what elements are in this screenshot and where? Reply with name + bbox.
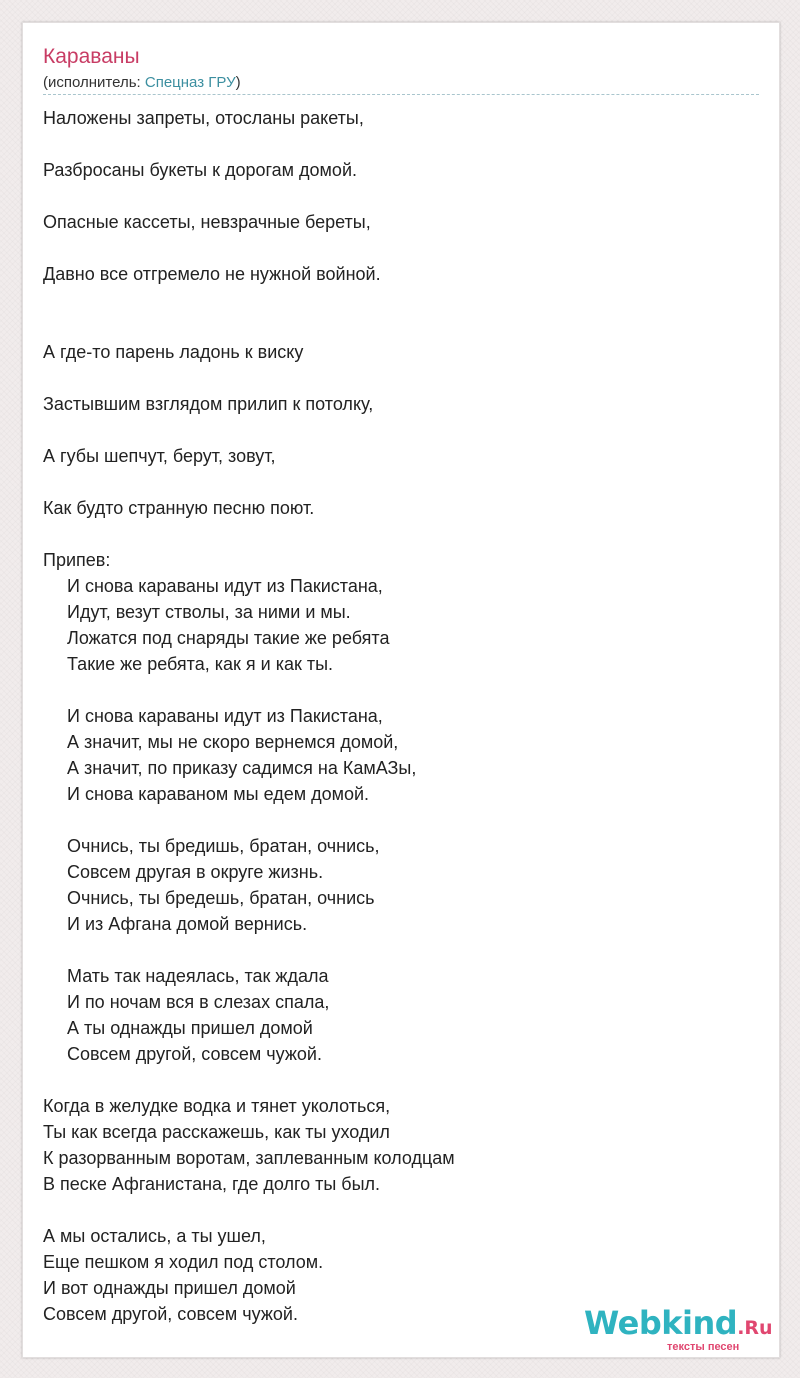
lyric-line: Опасные кассеты, невзрачные береты,	[43, 212, 371, 232]
lyric-line: Припев:	[43, 550, 111, 570]
lyric-blank-line	[43, 677, 759, 703]
lyric-line: А значит, мы не скоро вернемся домой,	[67, 732, 399, 752]
song-title: Караваны	[43, 45, 140, 68]
lyric-line: Наложены запреты, отосланы ракеты,	[43, 108, 364, 128]
lyric-line: Застывшим взглядом прилип к потолку,	[43, 394, 374, 414]
logo-wordmark: Webkind	[584, 1304, 738, 1342]
lyric-line: Давно все отгремело не нужной войной.	[43, 264, 381, 284]
lyric-line: И снова караваны идут из Пакистана,	[67, 576, 383, 596]
lyric-line: Такие же ребята, как я и как ты.	[67, 654, 334, 674]
lyric-blank-line	[43, 807, 759, 833]
lyrics-card	[22, 22, 780, 1358]
lyric-line: И снова караваны идут из Пакистана,	[67, 706, 383, 726]
lyric-blank-line	[43, 313, 759, 339]
lyric-line: Мать так надеялась, так ждала	[67, 966, 329, 986]
lyric-line: Ложатся под снаряды такие же ребята	[67, 628, 390, 648]
lyric-line: Совсем другой, совсем чужой.	[67, 1044, 322, 1064]
lyric-line: А мы остались, а ты ушел,	[43, 1226, 266, 1246]
lyric-blank-line	[43, 131, 759, 157]
lyric-line: Разбросаны букеты к дорогам домой.	[43, 160, 357, 180]
lyric-line: И вот однажды пришел домой	[43, 1278, 296, 1298]
lyric-blank-line	[43, 1197, 759, 1223]
lyric-blank-line	[43, 417, 759, 443]
site-logo[interactable]	[584, 1304, 773, 1353]
lyric-line: Совсем другая в округе жизнь.	[67, 862, 324, 882]
logo-tagline: тексты песен	[667, 1341, 740, 1353]
artist-link[interactable]: Спецназ ГРУ	[144, 74, 236, 91]
lyric-line: В песке Афганистана, где долго ты был.	[43, 1174, 381, 1194]
lyric-line: И снова караваном мы едем домой.	[67, 784, 370, 804]
lyric-line: Еще пешком я ходил под столом.	[43, 1252, 324, 1272]
title-divider	[43, 94, 759, 95]
artist-prefix: (исполнитель:	[43, 74, 145, 91]
lyric-blank-line	[43, 235, 759, 261]
lyric-blank-line	[43, 521, 759, 547]
lyric-line: Очнись, ты бредешь, братан, очнись	[67, 888, 375, 908]
lyric-blank-line	[43, 937, 759, 963]
lyric-line: Совсем другой, совсем чужой.	[43, 1304, 298, 1324]
lyric-blank-line	[43, 365, 759, 391]
lyric-line: Как будто странную песню поют.	[43, 498, 315, 518]
lyric-blank-line	[43, 287, 759, 313]
lyric-line: К разорванным воротам, заплеванным колодцам	[43, 1148, 455, 1168]
lyric-line: А где-то парень ладонь к виску	[43, 342, 304, 362]
lyric-line: Очнись, ты бредишь, братан, очнись,	[67, 836, 380, 856]
lyric-line: Когда в желудке водка и тянет уколоться,	[43, 1096, 391, 1116]
logo-domain: .Ru	[737, 1317, 773, 1339]
lyric-line: И по ночам вся в слезах спала,	[67, 992, 330, 1012]
lyrics-body	[43, 105, 759, 1327]
lyric-line: А губы шепчут, берут, зовут,	[43, 446, 276, 466]
lyric-line: И из Афгана домой вернись.	[67, 914, 308, 934]
lyric-line: Идут, везут стволы, за ними и мы.	[67, 602, 351, 622]
lyric-line: А ты однажды пришел домой	[67, 1018, 313, 1038]
lyric-line: А значит, по приказу садимся на КамАЗы,	[67, 758, 417, 778]
lyric-blank-line	[43, 469, 759, 495]
lyric-line: Ты как всегда расскажешь, как ты уходил	[43, 1122, 390, 1142]
artist-line	[43, 73, 241, 93]
lyric-blank-line	[43, 183, 759, 209]
artist-suffix: )	[235, 74, 241, 91]
lyric-blank-line	[43, 1067, 759, 1093]
